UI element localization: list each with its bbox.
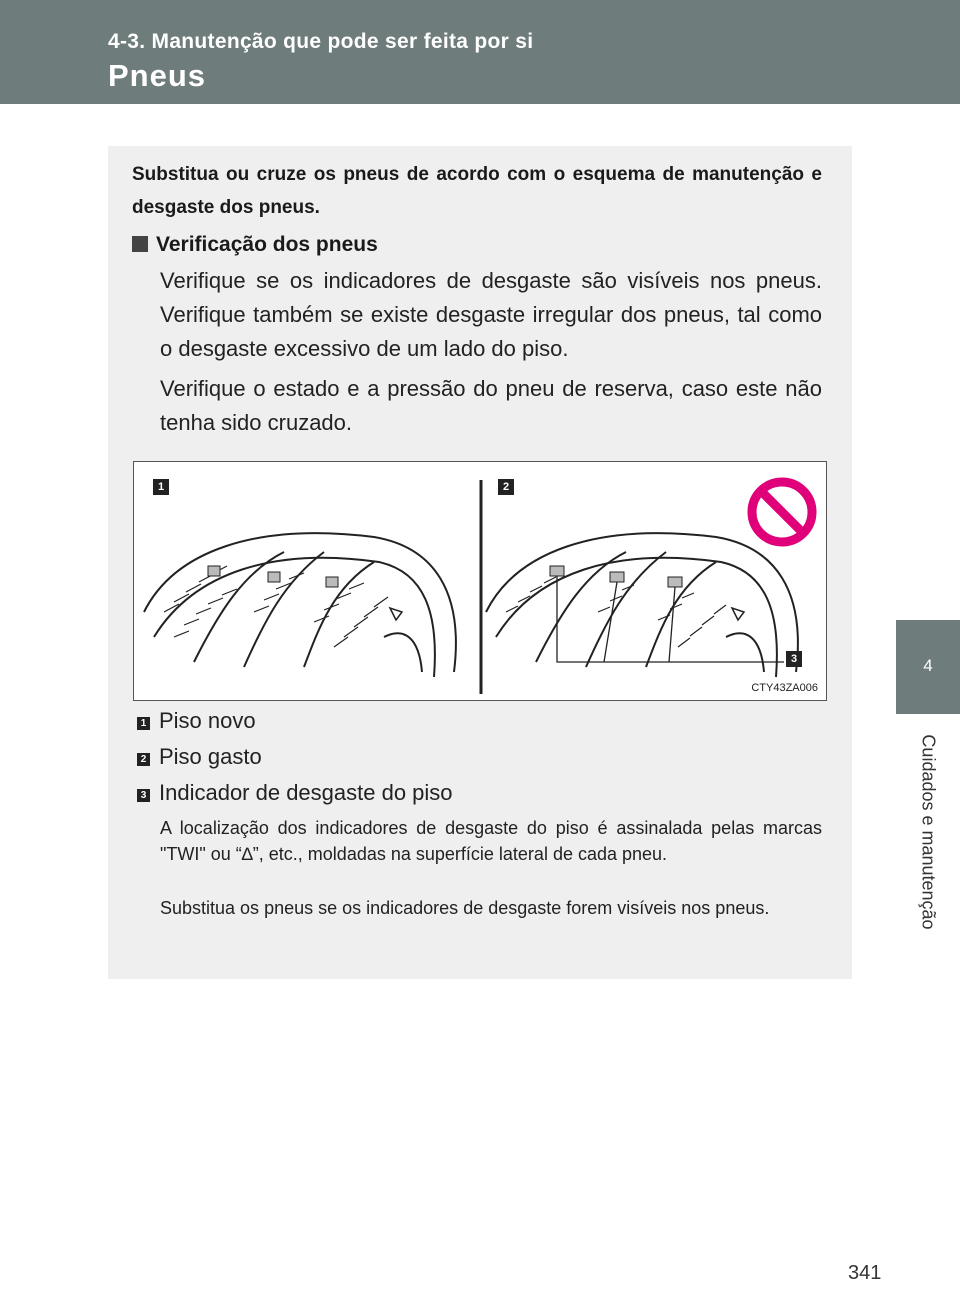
figure-badge-3: 3 xyxy=(786,651,802,667)
tire-wear-figure xyxy=(133,461,827,701)
legend-label: Indicador de desgaste do piso xyxy=(159,780,453,805)
legend-label: Piso gasto xyxy=(159,744,262,769)
note-1: A localização dos indicadores de desgaste do piso é assinalada pelas marcas "TWI" ou “∆”, etc., moldadas na superfície lateral de cada pneu. xyxy=(160,818,822,864)
chapter-tab[interactable] xyxy=(896,620,960,714)
subheading xyxy=(132,233,378,257)
legend-label: Piso novo xyxy=(159,708,256,733)
section-heading: 4-3. Manutenção que pode ser feita por si xyxy=(108,30,534,53)
legend-item xyxy=(137,780,453,806)
page-header xyxy=(0,0,960,104)
paragraph-1: Verifique se os indicadores de desgaste são visíveis nos pneus. Verifique também se existe desgaste irregular dos pneus, tal como o desgaste excessivo de um lado do piso. xyxy=(160,268,822,361)
square-bullet-icon xyxy=(132,236,148,252)
figure-badge-1: 1 xyxy=(153,479,169,495)
figure-badge-2: 2 xyxy=(498,479,514,495)
legend-badge: 3 xyxy=(137,789,150,802)
legend-item xyxy=(137,708,256,734)
worn-tread-tire-illustration xyxy=(486,533,798,677)
new-tread-tire-illustration xyxy=(144,533,456,677)
page-number: 341 xyxy=(848,1262,882,1284)
paragraph-2: Verifique o estado e a pressão do pneu de reserva, caso este não tenha sido cruzado. xyxy=(160,376,822,435)
subheading-text: Verificação dos pneus xyxy=(156,233,378,256)
page-title: Pneus xyxy=(108,58,207,93)
legend-item xyxy=(137,744,262,770)
tire-illustration xyxy=(134,462,828,702)
note-2: Substitua os pneus se os indicadores de desgaste forem visíveis nos pneus. xyxy=(160,898,770,918)
tread-wear-indicator-triangle-icon xyxy=(390,608,402,620)
legend-badge: 2 xyxy=(137,753,150,766)
chapter-number: 4 xyxy=(923,656,933,675)
intro-text: Substitua ou cruze os pneus de acordo com o esquema de manutenção e desgaste dos pneus. xyxy=(132,164,822,218)
prohibition-icon xyxy=(752,482,812,542)
chapter-label: Cuidados e manutenção xyxy=(918,734,939,930)
legend-badge: 1 xyxy=(137,717,150,730)
figure-code: CTY43ZA006 xyxy=(751,682,818,694)
